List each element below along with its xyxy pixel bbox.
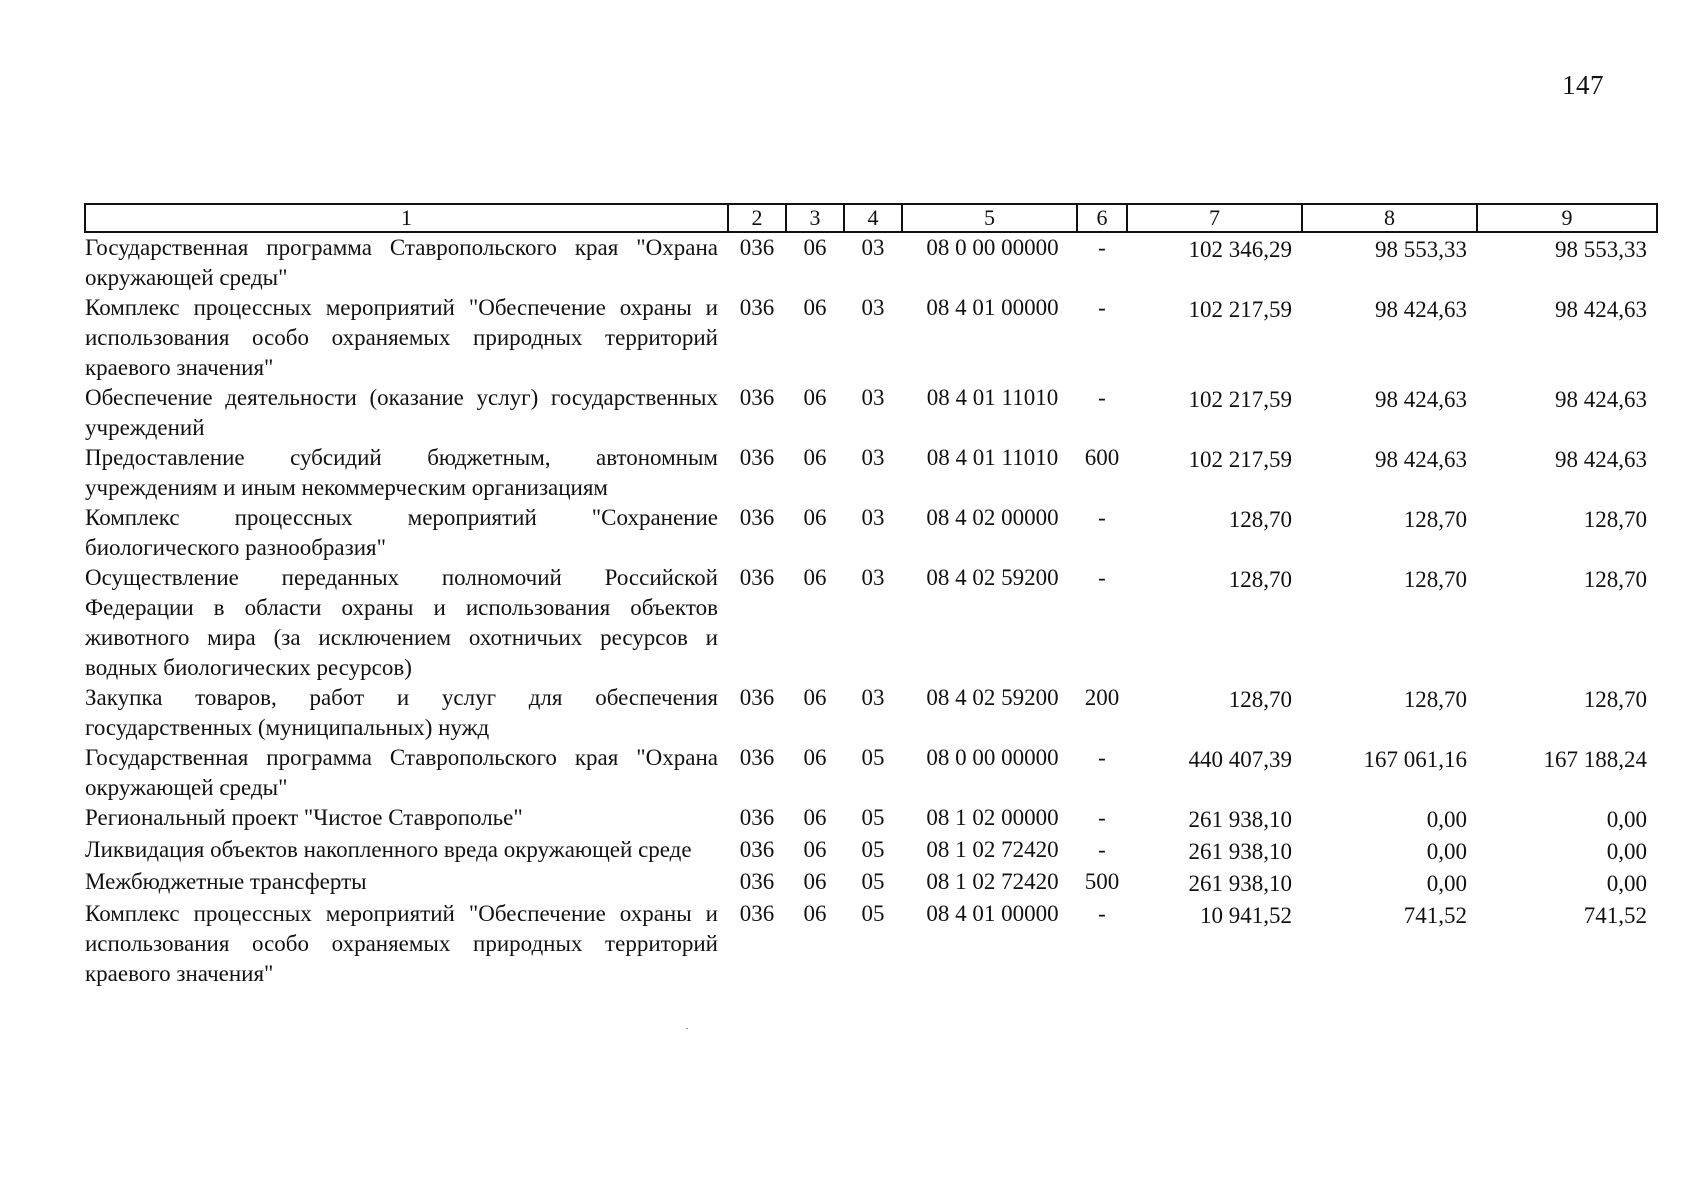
amount-col9	[1477, 899, 1657, 989]
amount-value: 128,70	[1403, 687, 1467, 712]
column-header-9: 9	[1477, 204, 1657, 232]
subsection-code: 05	[861, 869, 885, 894]
column-header-3: 3	[786, 204, 844, 232]
section-code: 06	[803, 295, 827, 320]
row-name: Государственная программа Ставропольского края "Охрана окружающей среды"	[85, 745, 718, 800]
row-name: Закупка товаров, работ и услуг для обеспечения государственных (муниципальных) нужд	[85, 685, 718, 740]
subsection-code: 05	[861, 837, 885, 862]
subsection-code: 05	[861, 745, 885, 770]
amount-value: 128,70	[1583, 567, 1647, 592]
amount-col8	[1302, 232, 1477, 293]
subsection-code: 03	[861, 565, 885, 590]
amount-value: 128,70	[1403, 507, 1467, 532]
amount-col9	[1477, 503, 1657, 563]
amount-col9	[1477, 563, 1657, 683]
amount-value: 128,70	[1228, 567, 1292, 592]
amount-value: 0,00	[1426, 807, 1467, 832]
amount-value: 261 938,10	[1188, 871, 1292, 896]
column-header-1: 1	[85, 204, 728, 232]
section-code: 06	[803, 235, 827, 260]
target-article-code: 08 4 01 11010	[926, 445, 1059, 470]
column-header-8: 8	[1302, 204, 1477, 232]
table-row	[85, 383, 1657, 443]
ministry-code: 036	[739, 837, 775, 862]
amount-col8	[1302, 803, 1477, 835]
amount-col7	[1127, 835, 1302, 867]
column-header-4: 4	[844, 204, 902, 232]
ministry-code: 036	[739, 565, 775, 590]
amount-col7	[1127, 683, 1302, 743]
ministry-code: 036	[739, 295, 775, 320]
target-article-code: 08 4 01 00000	[926, 901, 1059, 926]
table-row	[85, 899, 1657, 989]
amount-col7	[1127, 293, 1302, 383]
subsection-code: 03	[861, 235, 885, 260]
target-article-code: 08 0 00 00000	[926, 235, 1059, 260]
amount-col8	[1302, 503, 1477, 563]
table-row	[85, 232, 1657, 293]
amount-col9	[1477, 683, 1657, 743]
amount-value: 741,52	[1403, 903, 1467, 928]
ministry-code: 036	[739, 805, 775, 830]
row-name: Межбюджетные трансферты	[85, 869, 367, 894]
amount-col9	[1477, 293, 1657, 383]
expense-type-code: -	[1098, 505, 1106, 530]
subsection-code: 03	[861, 385, 885, 410]
amount-value: 128,70	[1583, 687, 1647, 712]
table-row	[85, 835, 1657, 867]
amount-col9	[1477, 867, 1657, 899]
amount-value: 167 061,16	[1363, 747, 1467, 772]
row-name: Комплекс процессных мероприятий "Сохранение биологического разнообразия"	[85, 505, 718, 560]
amount-value: 128,70	[1228, 507, 1292, 532]
target-article-code: 08 4 01 00000	[926, 295, 1059, 320]
table-row	[85, 293, 1657, 383]
amount-col9	[1477, 743, 1657, 803]
section-code: 06	[803, 745, 827, 770]
amount-value: 440 407,39	[1188, 747, 1292, 772]
amount-col8	[1302, 383, 1477, 443]
row-name: Комплекс процессных мероприятий "Обеспечение охраны и использования особо охраняемых природных территорий краевого значения"	[85, 901, 718, 986]
table-row	[85, 563, 1657, 683]
target-article-code: 08 4 02 00000	[926, 505, 1059, 530]
expense-type-code: 500	[1084, 869, 1120, 894]
amount-col7	[1127, 803, 1302, 835]
target-article-code: 08 1 02 00000	[926, 805, 1059, 830]
amount-value: 102 346,29	[1188, 237, 1292, 262]
amount-col7	[1127, 563, 1302, 683]
amount-col7	[1127, 867, 1302, 899]
section-code: 06	[803, 837, 827, 862]
amount-value: 102 217,59	[1188, 387, 1292, 412]
column-header-2: 2	[728, 204, 786, 232]
subsection-code: 03	[861, 505, 885, 530]
amount-col7	[1127, 899, 1302, 989]
amount-value: 128,70	[1583, 507, 1647, 532]
target-article-code: 08 4 02 59200	[926, 685, 1059, 710]
section-code: 06	[803, 685, 827, 710]
amount-col8	[1302, 293, 1477, 383]
amount-value: 102 217,59	[1188, 447, 1292, 472]
ministry-code: 036	[739, 685, 775, 710]
target-article-code: 08 0 00 00000	[926, 745, 1059, 770]
expense-type-code: -	[1098, 295, 1106, 320]
row-name: Обеспечение деятельности (оказание услуг) государственных учреждений	[85, 385, 718, 440]
target-article-code: 08 1 02 72420	[926, 869, 1059, 894]
amount-value: 102 217,59	[1188, 297, 1292, 322]
amount-value: 98 424,63	[1375, 447, 1467, 472]
amount-col8	[1302, 835, 1477, 867]
table-row	[85, 867, 1657, 899]
amount-value: 0,00	[1606, 807, 1647, 832]
row-name: Ликвидация объектов накопленного вреда окружающей среде	[85, 837, 692, 862]
expense-type-code: -	[1098, 385, 1106, 410]
amount-value: 0,00	[1426, 839, 1467, 864]
expense-type-code: 600	[1084, 445, 1120, 470]
table-header	[85, 204, 1657, 232]
amount-value: 128,70	[1403, 567, 1467, 592]
column-header-5: 5	[902, 204, 1077, 232]
section-code: 06	[803, 901, 827, 926]
row-name: Предоставление субсидий бюджетным, автономным учреждениям и иным некоммерческим организациям	[85, 445, 718, 500]
expense-type-code: -	[1098, 805, 1106, 830]
column-header-7: 7	[1127, 204, 1302, 232]
page-number: 147	[1562, 70, 1604, 100]
row-name: Осуществление переданных полномочий Российской Федерации в области охраны и использования объектов животного мира (за исключением охотничьих ресурсов и водных биологических ресурсов)	[85, 565, 718, 680]
subsection-code: 05	[861, 901, 885, 926]
amount-value: 0,00	[1606, 871, 1647, 896]
amount-col8	[1302, 683, 1477, 743]
amount-col7	[1127, 383, 1302, 443]
target-article-code: 08 4 02 59200	[926, 565, 1059, 590]
amount-col9	[1477, 232, 1657, 293]
amount-col8	[1302, 443, 1477, 503]
target-article-code: 08 1 02 72420	[926, 837, 1059, 862]
amount-value: 98 424,63	[1375, 297, 1467, 322]
ministry-code: 036	[739, 869, 775, 894]
ministry-code: 036	[739, 385, 775, 410]
amount-value: 741,52	[1583, 903, 1647, 928]
expense-type-code: -	[1098, 745, 1106, 770]
amount-value: 98 424,63	[1375, 387, 1467, 412]
subsection-code: 05	[861, 805, 885, 830]
target-article-code: 08 4 01 11010	[926, 385, 1059, 410]
row-name: Комплекс процессных мероприятий "Обеспечение охраны и использования особо охраняемых природных территорий краевого значения"	[85, 295, 718, 380]
ministry-code: 036	[739, 901, 775, 926]
amount-value: 128,70	[1228, 687, 1292, 712]
table-row	[85, 503, 1657, 563]
amount-col7	[1127, 503, 1302, 563]
section-code: 06	[803, 385, 827, 410]
amount-col7	[1127, 443, 1302, 503]
amount-col9	[1477, 835, 1657, 867]
amount-col9	[1477, 443, 1657, 503]
table-row	[85, 683, 1657, 743]
table-row	[85, 443, 1657, 503]
section-code: 06	[803, 869, 827, 894]
column-header-6: 6	[1077, 204, 1127, 232]
amount-value: 98 424,63	[1555, 447, 1647, 472]
amount-value: 167 188,24	[1543, 747, 1647, 772]
row-name: Региональный проект "Чистое Ставрополье"	[85, 805, 523, 830]
expense-type-code: -	[1098, 901, 1106, 926]
amount-value: 98 553,33	[1375, 237, 1467, 262]
section-code: 06	[803, 445, 827, 470]
budget-table	[84, 203, 1658, 989]
expense-type-code: -	[1098, 565, 1106, 590]
amount-value: 10 941,52	[1200, 903, 1292, 928]
subsection-code: 03	[861, 445, 885, 470]
amount-col9	[1477, 803, 1657, 835]
ministry-code: 036	[739, 235, 775, 260]
amount-col8	[1302, 563, 1477, 683]
amount-value: 98 553,33	[1555, 237, 1647, 262]
row-name: Государственная программа Ставропольского края "Охрана окружающей среды"	[85, 235, 718, 290]
section-code: 06	[803, 505, 827, 530]
amount-col7	[1127, 232, 1302, 293]
ministry-code: 036	[739, 445, 775, 470]
table-row	[85, 803, 1657, 835]
amount-value: 98 424,63	[1555, 297, 1647, 322]
amount-col8	[1302, 743, 1477, 803]
amount-value: 261 938,10	[1188, 839, 1292, 864]
amount-value: 98 424,63	[1555, 387, 1647, 412]
section-code: 06	[803, 805, 827, 830]
subsection-code: 03	[861, 685, 885, 710]
ministry-code: 036	[739, 745, 775, 770]
expense-type-code: -	[1098, 235, 1106, 260]
header-row	[85, 204, 1657, 232]
scan-speck	[686, 1028, 688, 1029]
ministry-code: 036	[739, 505, 775, 530]
section-code: 06	[803, 565, 827, 590]
table-row	[85, 743, 1657, 803]
subsection-code: 03	[861, 295, 885, 320]
amount-value: 261 938,10	[1188, 807, 1292, 832]
amount-col8	[1302, 899, 1477, 989]
expense-type-code: -	[1098, 837, 1106, 862]
expense-type-code: 200	[1084, 685, 1120, 710]
amount-col7	[1127, 743, 1302, 803]
amount-col8	[1302, 867, 1477, 899]
table-body	[85, 232, 1657, 989]
amount-col9	[1477, 383, 1657, 443]
amount-value: 0,00	[1606, 839, 1647, 864]
amount-value: 0,00	[1426, 871, 1467, 896]
